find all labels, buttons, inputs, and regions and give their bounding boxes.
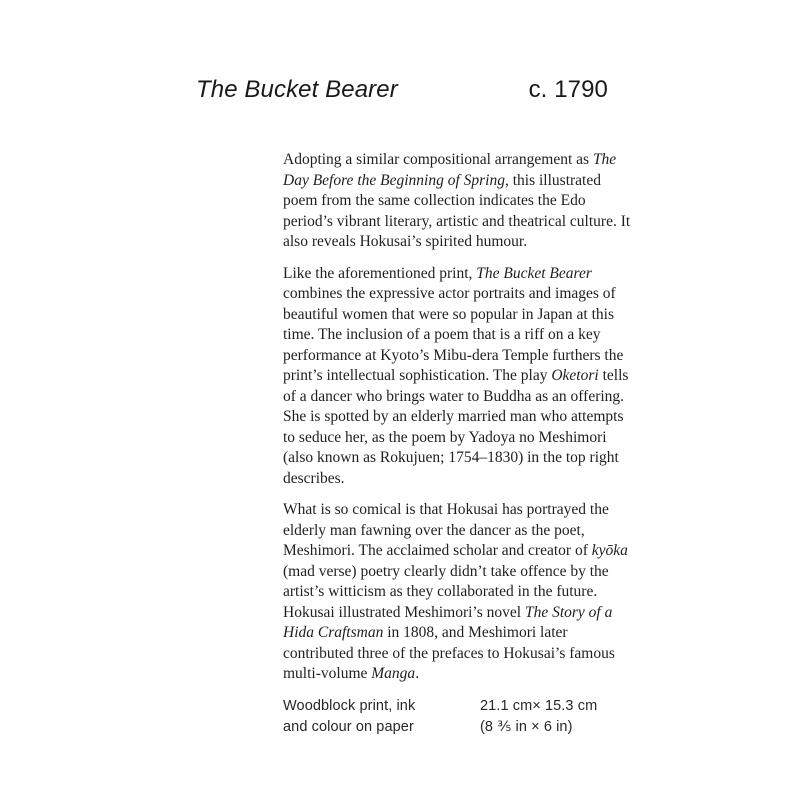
medium — [283, 696, 480, 738]
artwork-date: c. 1790 — [528, 76, 608, 103]
medium-line-2: and colour on paper — [283, 718, 414, 735]
dimensions — [480, 696, 632, 738]
description-paragraph-2: Like the aforementioned print, The Bucket Bearer combines the expressive actor portraits and images of beautiful women that were so popular in Japan at this time. The inclusion of a poem that is a riff on a key performance at Kyoto’s Mibu-dera Temple furthers the print’s intellectual sophistication. The play Oketori tells of a dancer who brings water to Buddha as an offering. She is spotted by an elderly married man who attempts to seduce her, as the poem by Yadoya no Meshimori (also known as Rokujuen; 1754–1830) in the top right describes. — [283, 264, 629, 487]
dimensions-line-1: 21.1 cm× 15.3 cm — [480, 697, 598, 714]
description-paragraph-1: Adopting a similar compositional arrangement as The Day Before the Beginning of Spring, this illustrated poem from the same collection indicates the Edo period’s vibrant literary, artistic and theatrical culture. It also reveals Hokusai’s spirited humour. — [283, 151, 631, 250]
medium-line-1: Woodblock print, ink — [283, 697, 416, 714]
artwork-description — [283, 150, 632, 738]
artwork-caption — [283, 696, 632, 738]
artwork-header — [196, 76, 608, 104]
artwork-title: The Bucket Bearer — [196, 76, 398, 103]
dimensions-line-2: (8 ⅗ in × 6 in) — [480, 718, 573, 735]
description-paragraph-3: What is so comical is that Hokusai has portrayed the elderly man fawning over the dancer as the poet, Meshimori. The acclaimed scholar and creator of kyōka (mad verse) poetry clearly didn’t take offence by the artist’s witticism as they collaborated in the future. Hokusai illustrated Meshimori’s novel The Story of a Hida Craftsman in 1808, and Meshimori later contributed three of the prefaces to Hokusai’s famous multi-volume Manga. — [283, 501, 628, 682]
